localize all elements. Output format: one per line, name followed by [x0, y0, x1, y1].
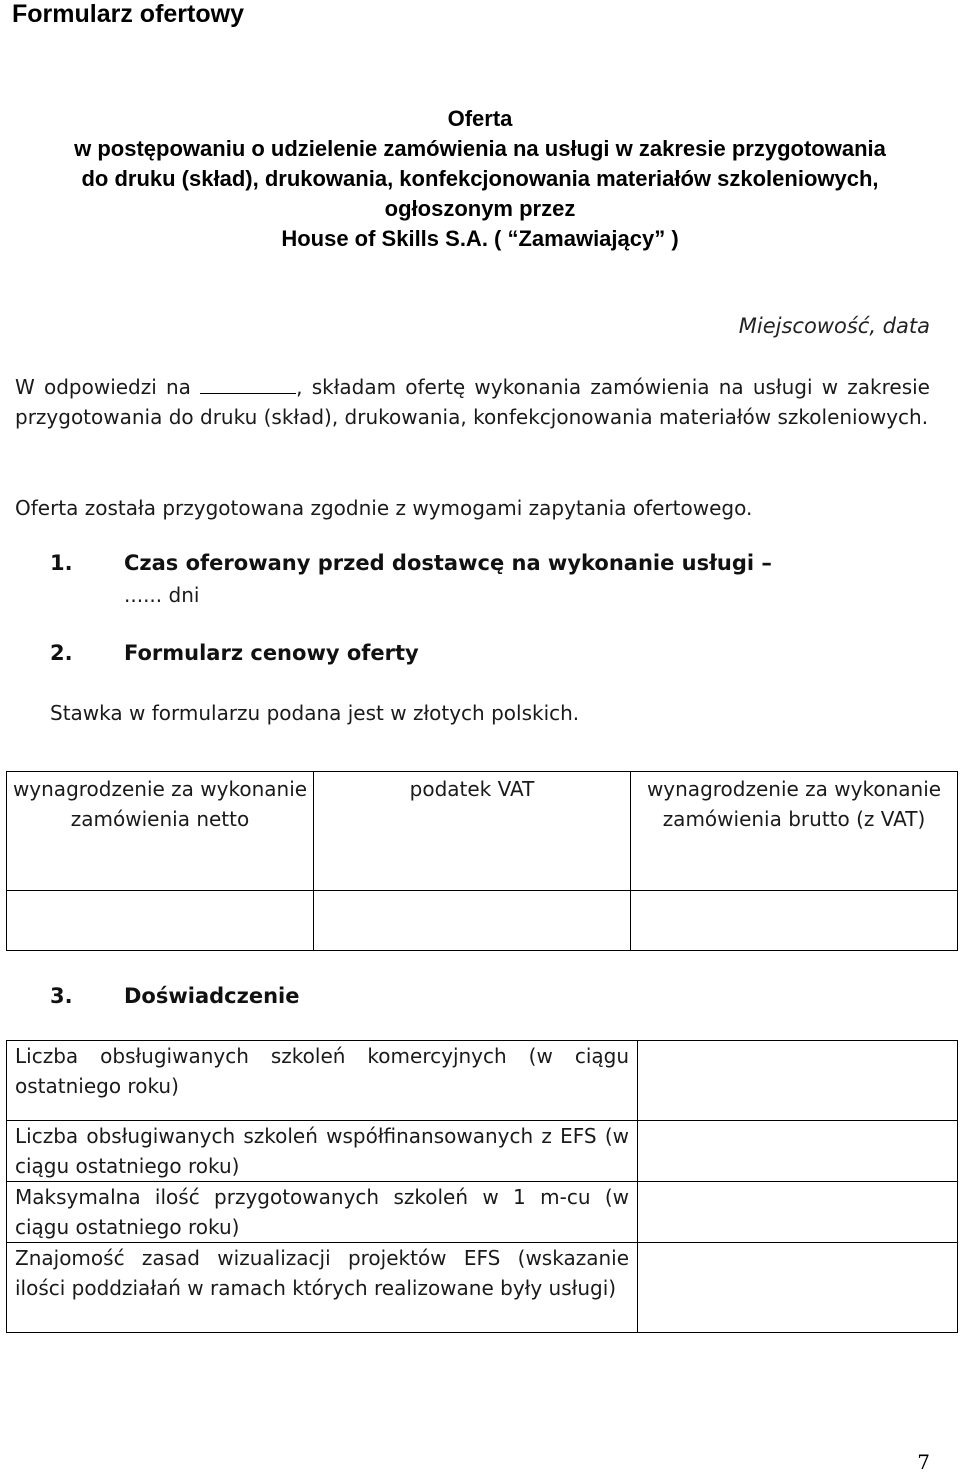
currency-note: Stawka w formularzu podana jest w złotych polskich. — [50, 701, 580, 725]
experience-label: Liczba obsługiwanych szkoleń współfinansowanych z EFS (w ciągu ostatniego roku) — [7, 1121, 638, 1182]
section-number: 2. — [50, 641, 73, 665]
price-header-gross: wynagrodzenie za wykonanie zamówienia brutto (z VAT) — [631, 772, 958, 891]
compliance-statement: Oferta została przygotowana zgodnie z wymogami zapytania ofertowego. — [15, 496, 753, 520]
section-number: 1. — [50, 551, 73, 575]
experience-value-input[interactable] — [638, 1243, 958, 1333]
experience-table — [6, 1040, 958, 1333]
price-vat-input[interactable] — [314, 891, 631, 951]
section-number: 3. — [50, 984, 73, 1008]
experience-value-input[interactable] — [638, 1182, 958, 1243]
section-label: Czas oferowany przed dostawcę na wykonanie usługi – — [124, 551, 772, 575]
section-3-heading — [50, 984, 299, 1008]
experience-value-input[interactable] — [638, 1041, 958, 1121]
heading-line: ogłoszonym przez — [384, 196, 576, 221]
experience-label: Liczba obsługiwanych szkoleń komercyjnych (w ciągu ostatniego roku) — [7, 1041, 638, 1121]
intro-paragraph — [15, 371, 930, 432]
offer-heading — [0, 104, 960, 254]
price-table — [6, 771, 958, 951]
heading-line: w postępowaniu o udzielenie zamówienia na usługi w zakresie przygotowania — [74, 136, 886, 161]
section-2-heading — [50, 641, 419, 665]
experience-label: Znajomość zasad wizualizacji projektów EFS (wskazanie ilości poddziałań w ramach których realizowane były usługi) — [7, 1243, 638, 1333]
section-label: Doświadczenie — [124, 984, 300, 1008]
price-header-vat: podatek VAT — [314, 772, 631, 891]
days-field[interactable]: ...... dni — [124, 583, 200, 607]
heading-line: House of Skills S.A. ( “Zamawiający” ) — [281, 226, 679, 251]
page-number: 7 — [917, 1450, 930, 1474]
price-gross-input[interactable] — [631, 891, 958, 951]
experience-label: Maksymalna ilość przygotowanych szkoleń w 1 m-cu (w ciągu ostatniego roku) — [7, 1182, 638, 1243]
heading-line: Oferta — [447, 106, 513, 131]
form-title: Formularz ofertowy — [12, 0, 244, 28]
intro-text-start: W odpowiedzi na — [15, 375, 201, 399]
place-date-field: Miejscowość, data — [738, 314, 930, 338]
experience-value-input[interactable] — [638, 1121, 958, 1182]
price-net-input[interactable] — [7, 891, 314, 951]
reference-blank-field[interactable] — [200, 371, 296, 394]
section-label: Formularz cenowy oferty — [124, 641, 419, 665]
price-header-net: wynagrodzenie za wykonanie zamówienia netto — [7, 772, 314, 891]
intro-text-end: , składam ofertę wykonania zamówienia na usługi w zakresie przygotowania do druku (skład), drukowania, konfekcjonowania materiałów szkoleniowych. — [15, 375, 930, 429]
section-1-heading — [50, 551, 772, 575]
heading-line: do druku (skład), drukowania, konfekcjonowania materiałów szkoleniowych, — [81, 166, 879, 191]
